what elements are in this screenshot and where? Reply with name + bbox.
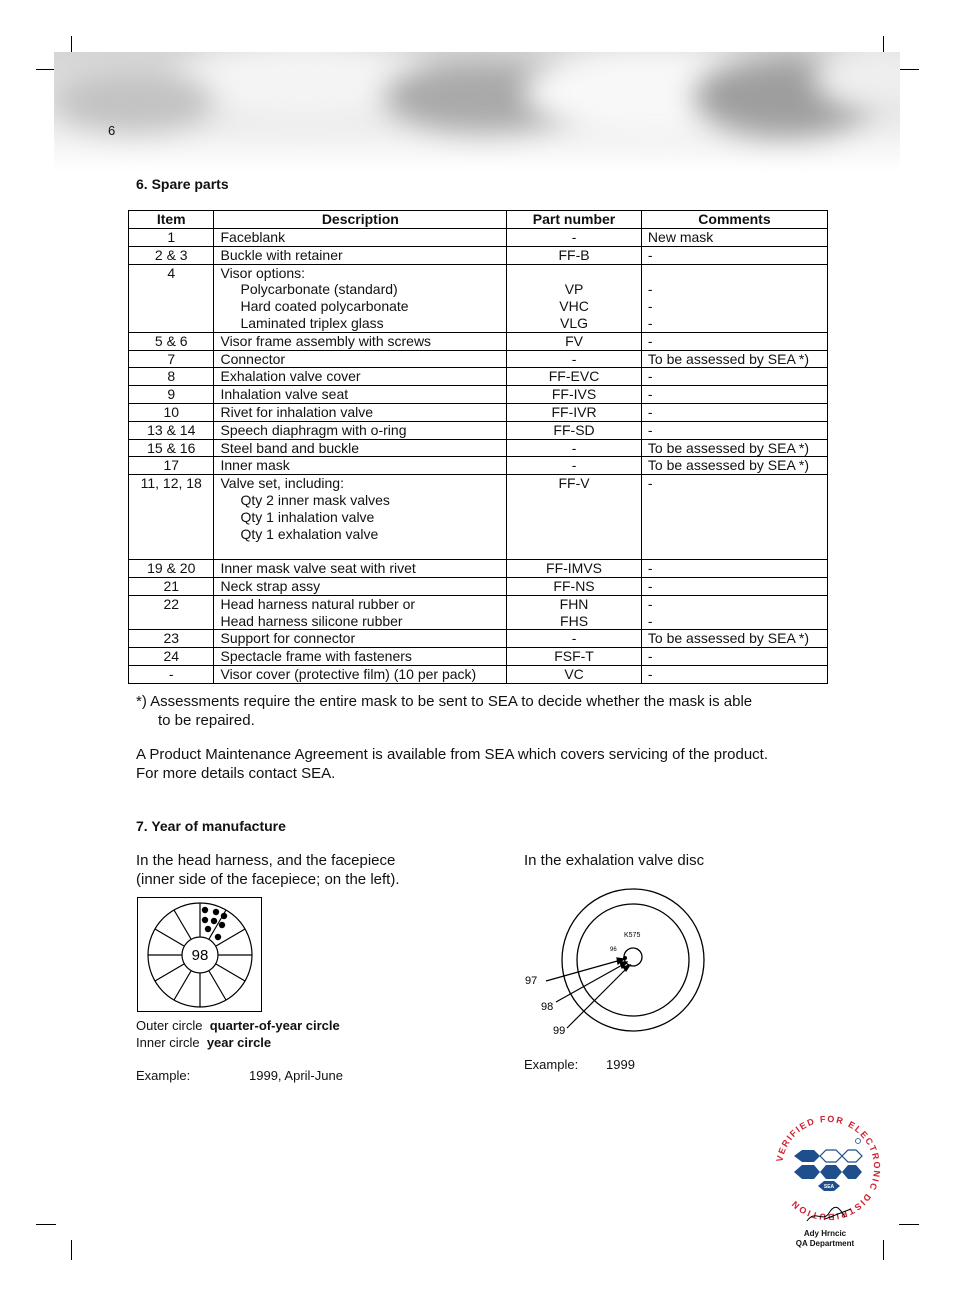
description-cell-line: Visor frame assembly with screws — [220, 332, 432, 349]
part-number-cell — [507, 630, 642, 648]
part-number-cell — [507, 403, 642, 421]
description-cell-line: Polycarbonate (standard) — [240, 281, 398, 298]
part-number-cell — [507, 350, 642, 368]
table-header-row — [129, 211, 828, 229]
description-cell-line: Inner mask valve seat with rivet — [220, 560, 416, 577]
description-cell-line: Connector — [220, 350, 286, 367]
description-cell-line: Visor cover (protective film) (10 per pack) — [220, 665, 477, 682]
footnote-line: to be repaired. — [158, 712, 255, 729]
table-row — [129, 577, 828, 595]
part-number-cell — [507, 229, 642, 247]
part-number-cell — [507, 665, 642, 683]
part-number-cell-line: FHN — [559, 595, 589, 612]
part-number-cell-line: VHC — [559, 298, 589, 315]
part-number-cell-line: FF-IMVS — [546, 560, 603, 577]
part-number-cell-line: - — [571, 229, 577, 245]
comment-cell-line: To be assessed by SEA *) — [647, 439, 810, 456]
part-number-cell — [507, 421, 642, 439]
comment-cell — [641, 648, 827, 666]
part-number-cell-line: FV — [565, 332, 583, 349]
footnote-line: *) Assessments require the entire mask to be sent to SEA to decide whether the mask is able — [136, 693, 753, 710]
table-body — [129, 229, 828, 684]
comment-cell — [641, 439, 827, 457]
description-cell — [214, 665, 507, 683]
description-cell-line: Spectacle frame with fasteners — [220, 648, 412, 665]
table-row — [129, 475, 828, 560]
part-number-cell-line: - — [571, 457, 577, 474]
outer-circle-label: Outer circle — [136, 1018, 203, 1033]
description-cell-line: Qty 1 inhalation valve — [240, 508, 375, 525]
description-cell — [214, 386, 507, 404]
crop-mark — [899, 69, 919, 70]
comment-cell — [641, 560, 827, 578]
item-cell: 9 — [129, 386, 214, 404]
description-cell — [214, 560, 507, 578]
item-cell: 13 & 14 — [129, 421, 214, 439]
description-cell-line: Steel band and buckle — [220, 439, 360, 456]
part-number-cell — [507, 264, 642, 332]
item-cell: 17 — [129, 457, 214, 475]
inner-circle-label: Inner circle — [136, 1035, 200, 1050]
description-cell-line: Neck strap assy — [220, 577, 321, 594]
left-example-label: Example: — [136, 1068, 191, 1083]
item-cell: 24 — [129, 648, 214, 666]
crop-mark — [36, 69, 56, 70]
comment-cell-line: - — [647, 665, 653, 682]
seal-text: VERIFIED FOR ELECTRONIC DISTRIBUTION — [774, 1113, 883, 1223]
inner-circle-legend — [136, 1035, 271, 1050]
item-cell: 10 — [129, 403, 214, 421]
item-cell: 15 & 16 — [129, 439, 214, 457]
description-cell — [214, 229, 507, 247]
part-number-cell-line: VLG — [560, 314, 589, 331]
caption-line: In the head harness, and the facepiece — [136, 852, 396, 869]
comment-cell-line: - — [647, 648, 653, 665]
header-banner — [54, 52, 900, 172]
description-cell — [214, 350, 507, 368]
part-number-cell-line: VC — [564, 665, 584, 682]
disc-label: 98 — [541, 1001, 554, 1013]
comment-cell-line: New mask — [647, 229, 714, 245]
date-dial-svg — [138, 898, 261, 1011]
comment-cell-line: - — [647, 577, 653, 594]
part-number-cell — [507, 475, 642, 560]
comment-cell — [641, 665, 827, 683]
table-row — [129, 421, 828, 439]
crop-mark — [883, 1240, 884, 1260]
item-cell: 11, 12, 18 — [129, 475, 214, 560]
description-cell — [214, 630, 507, 648]
description-cell-line: Speech diaphragm with o-ring — [220, 421, 407, 438]
description-cell — [214, 595, 507, 630]
date-dial-diagram — [137, 897, 262, 1012]
right-caption: In the exhalation valve disc — [524, 852, 705, 869]
table-row — [129, 457, 828, 475]
item-cell: 23 — [129, 630, 214, 648]
description-cell-line: Hard coated polycarbonate — [240, 298, 409, 315]
part-number-cell-line: FF-IVS — [551, 386, 597, 403]
part-number-cell — [507, 560, 642, 578]
comment-cell — [641, 630, 827, 648]
comment-cell — [641, 350, 827, 368]
comment-cell — [641, 595, 827, 630]
description-cell — [214, 246, 507, 264]
part-number-cell-line: FHS — [560, 612, 589, 629]
item-cell: 21 — [129, 577, 214, 595]
table-row — [129, 350, 828, 368]
table-row — [129, 439, 828, 457]
left-example-value: 1999, April-June — [249, 1068, 343, 1083]
part-number-cell — [507, 332, 642, 350]
part-number-cell-line: FF-V — [558, 475, 590, 492]
comment-cell-line: - — [647, 246, 653, 263]
section-7-title: 7. Year of manufacture — [136, 818, 286, 834]
part-number-cell-line: FF-B — [558, 246, 590, 263]
spare-parts-table — [128, 210, 828, 684]
footnote — [136, 692, 752, 730]
exhalation-disc-diagram — [518, 885, 718, 1045]
sea-logo — [794, 1139, 862, 1192]
page-number: 6 — [108, 123, 116, 138]
description-cell-line: Buckle with retainer — [220, 246, 343, 263]
description-cell — [214, 368, 507, 386]
part-number-cell-line: - — [571, 439, 577, 456]
description-cell-line: Faceblank — [220, 229, 286, 245]
item-cell: 19 & 20 — [129, 560, 214, 578]
outer-circle-value: quarter-of-year circle — [209, 1018, 340, 1033]
agreement-line: For more details contact SEA. — [136, 765, 336, 782]
part-number-cell — [507, 246, 642, 264]
column-header: Item — [129, 211, 214, 229]
part-number-cell-line: FSF-T — [554, 648, 594, 665]
comment-cell-line: - — [647, 403, 653, 420]
part-number-cell — [507, 368, 642, 386]
item-cell: 2 & 3 — [129, 246, 214, 264]
part-number-cell-line: FF-EVC — [548, 368, 600, 385]
description-cell-line: Exhalation valve cover — [220, 368, 361, 385]
right-example-label: Example: — [524, 1057, 579, 1072]
description-cell-line: Laminated triplex glass — [240, 314, 384, 331]
part-number-cell-line: - — [571, 630, 577, 647]
agreement-text — [136, 745, 768, 783]
comment-cell-line: - — [647, 595, 653, 612]
comment-cell-line: - — [647, 560, 653, 577]
comment-cell-line — [648, 265, 821, 282]
table-row — [129, 665, 828, 683]
description-cell-line: Inhalation valve seat — [220, 386, 349, 403]
part-number-cell — [507, 457, 642, 475]
crop-mark — [71, 1240, 72, 1260]
signer-department: QA Department — [795, 1239, 855, 1248]
comment-cell — [641, 229, 827, 247]
table-row — [129, 630, 828, 648]
comment-cell-line: - — [647, 612, 653, 629]
column-header: Part number — [507, 211, 642, 229]
disc-label: 97 — [525, 975, 538, 987]
table-row — [129, 560, 828, 578]
item-cell: 7 — [129, 350, 214, 368]
comment-cell-line: - — [647, 281, 653, 298]
description-cell — [214, 648, 507, 666]
description-cell-line: Support for connector — [220, 630, 356, 647]
part-number-cell-line: VP — [564, 281, 584, 298]
part-number-cell-line — [513, 265, 635, 282]
table-row — [129, 386, 828, 404]
description-cell — [214, 403, 507, 421]
item-cell: 8 — [129, 368, 214, 386]
crop-mark — [899, 1224, 919, 1225]
table-row — [129, 229, 828, 247]
part-number-cell-line: FF-SD — [553, 421, 595, 438]
table-row — [129, 648, 828, 666]
svg-text:SEA: SEA — [823, 1184, 835, 1190]
comment-cell-line: To be assessed by SEA *) — [647, 630, 810, 647]
description-cell-line: Inner mask — [220, 457, 290, 474]
comment-cell — [641, 475, 827, 560]
signature-graphic — [805, 1205, 855, 1225]
part-number-cell — [507, 595, 642, 630]
dial-value: 98 — [191, 947, 209, 964]
description-cell-line: Valve set, including: — [220, 475, 344, 492]
comment-cell — [641, 421, 827, 439]
comment-cell-line: - — [647, 332, 653, 349]
section-6-title: 6. Spare parts — [136, 176, 229, 192]
comment-cell — [641, 403, 827, 421]
comment-cell-line: To be assessed by SEA *) — [647, 457, 810, 474]
comment-cell-line: - — [647, 368, 653, 385]
comment-cell — [641, 264, 827, 332]
description-cell — [214, 457, 507, 475]
part-number-cell-line: FF-IVR — [551, 403, 597, 420]
disc-small-label: 96 — [610, 947, 617, 953]
description-cell-line: Head harness natural rubber or — [220, 595, 416, 612]
table-row — [129, 595, 828, 630]
description-cell — [214, 421, 507, 439]
item-cell: 4 — [129, 264, 214, 332]
description-cell-line: Rivet for inhalation valve — [220, 403, 374, 420]
table-row — [129, 403, 828, 421]
table-row — [129, 264, 828, 332]
item-cell: 1 — [129, 229, 214, 247]
part-number-cell-line: - — [571, 350, 577, 367]
disc-label: 99 — [553, 1025, 566, 1037]
inner-circle-value: year circle — [206, 1035, 272, 1050]
description-cell — [214, 332, 507, 350]
comment-cell — [641, 368, 827, 386]
signer-name: Ady Hrncic — [803, 1229, 847, 1238]
column-header: Description — [214, 211, 507, 229]
comment-cell-line: - — [647, 314, 653, 331]
disc-code: K575 — [624, 932, 641, 939]
caption-line: (inner side of the facepiece; on the left). — [136, 871, 400, 888]
description-cell — [214, 577, 507, 595]
description-cell-line: Head harness silicone rubber — [220, 612, 403, 629]
item-cell: - — [129, 665, 214, 683]
comment-cell — [641, 246, 827, 264]
table-row — [129, 368, 828, 386]
comment-cell-line: - — [647, 386, 653, 403]
description-cell-line: Qty 2 inner mask valves — [240, 491, 390, 508]
table-row — [129, 246, 828, 264]
comment-cell — [641, 577, 827, 595]
description-cell-line — [220, 542, 500, 559]
part-number-cell — [507, 386, 642, 404]
comment-cell-line: - — [647, 298, 653, 315]
comment-cell-line: To be assessed by SEA *) — [647, 350, 810, 367]
part-number-cell — [507, 648, 642, 666]
part-number-cell — [507, 577, 642, 595]
description-cell-line: Visor options: — [220, 264, 306, 281]
comment-cell-line: - — [647, 421, 653, 438]
description-cell — [214, 264, 507, 332]
description-cell — [214, 439, 507, 457]
comment-cell — [641, 386, 827, 404]
right-example-value: 1999 — [606, 1057, 635, 1072]
comment-cell — [641, 332, 827, 350]
left-caption — [136, 851, 400, 889]
column-header: Comments — [641, 211, 827, 229]
description-cell — [214, 475, 507, 560]
comment-cell-line: - — [647, 475, 653, 492]
comment-cell — [641, 457, 827, 475]
part-number-cell-line: FF-NS — [553, 577, 595, 594]
description-cell-line: Qty 1 exhalation valve — [240, 525, 379, 542]
table-row — [129, 332, 828, 350]
part-number-cell — [507, 439, 642, 457]
crop-mark — [36, 1224, 56, 1225]
item-cell: 22 — [129, 595, 214, 630]
item-cell: 5 & 6 — [129, 332, 214, 350]
outer-circle-legend — [136, 1018, 340, 1033]
agreement-line: A Product Maintenance Agreement is available from SEA which covers servicing of the product. — [136, 746, 768, 763]
